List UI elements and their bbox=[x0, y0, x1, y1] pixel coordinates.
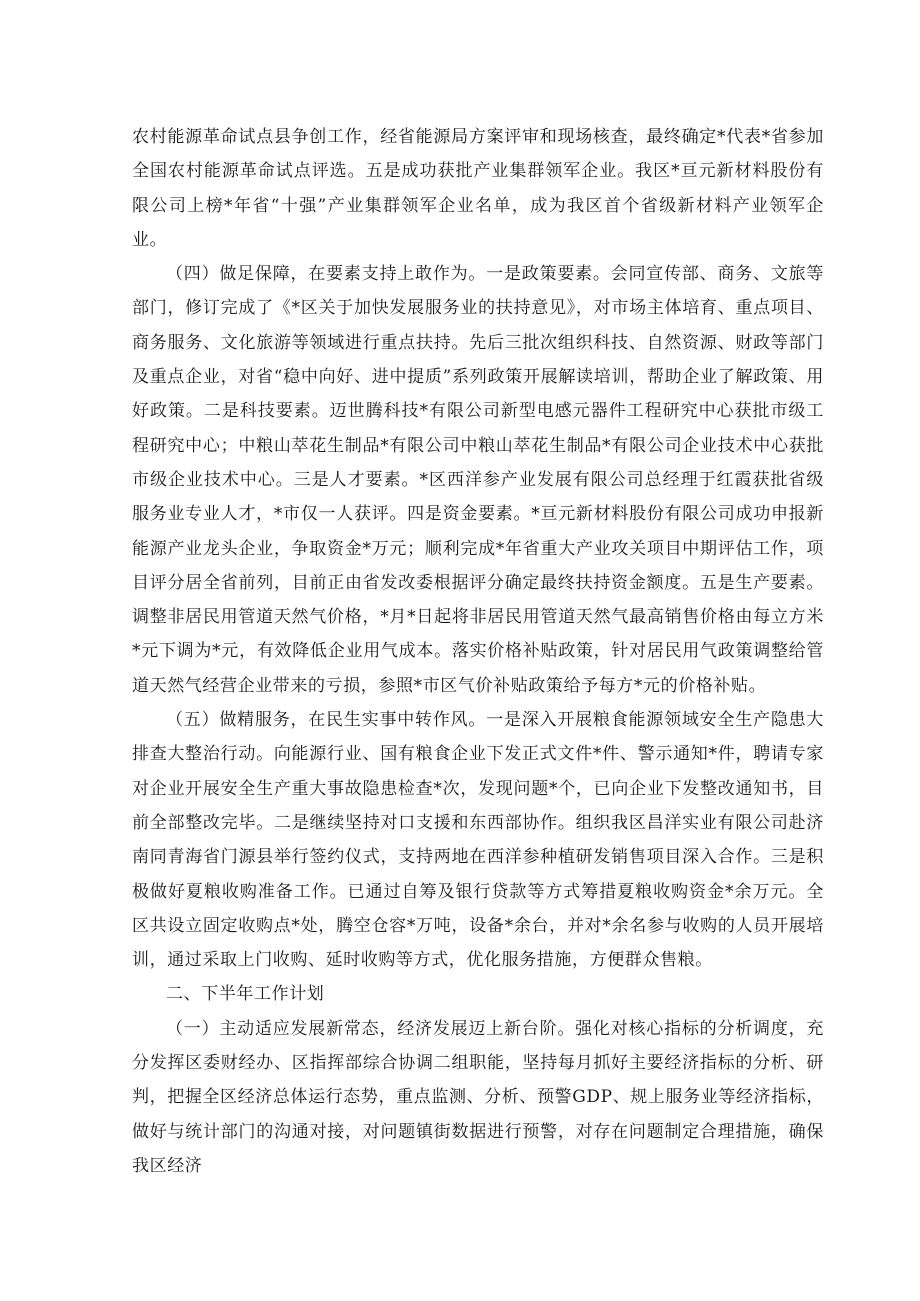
paragraph-plan-item-1: （一）主动适应发展新常态，经济发展迈上新台阶。强化对核心指标的分析调度，充分发挥区委财经办、区指挥部综合协调二组职能，坚持每月抓好主要经济指标的分析、研判，把握全区经济总体运行态势，重点监测、分析、预警GDP、规上服务业等经济指标，做好与统计部门的沟通对接，对问题镇街数据进行预警，对存在问题制定合理措施，确保我区经济 bbox=[132, 1018, 824, 1176]
paragraph-energy-pilot-continuation: 农村能源革命试点县争创工作，经省能源局方案评审和现场核查，最终确定*代表*省参加全国农村能源革命试点评选。五是成功获批产业集群领军企业。我区*亘元新材料股份有限公司上榜*年省“十强”产业集群领军企业名单，成为我区首个省级新材料产业领军企业。 bbox=[132, 127, 824, 250]
paragraph-section-5-services: （五）做精服务，在民生实事中转作风。一是深入开展粮食能源领域安全生产隐患大排查大整治行动。向能源行业、国有粮食企业下发正式文件*件、警示通知*件，聘请专家对企业开展安全生产重大事故隐患检查*次，发现问题*个，已向企业下发整改通知书，目前全部整改完毕。二是继续坚持对口支援和东西部协作。组织我区昌洋实业有限公司赴济南同青海省门源县举行签约仪式，支持两地在西洋参种植研发销售项目深入合作。三是积极做好夏粮收购准备工作。已通过自筹及银行贷款等方式筹措夏粮收购资金*余万元。全区共设立固定收购点*处，腾空仓容*万吨，设备*余台，并对*余名参与收购的人员开展培训，通过采取上门收购、延时收购等方式，优化服务措施，方便群众售粮。 bbox=[132, 710, 824, 971]
document-body bbox=[132, 120, 824, 1183]
heading-second-half-plan: 二、下半年工作计划 bbox=[166, 984, 325, 1005]
paragraph-section-4-guarantees: （四）做足保障，在要素支持上敢作为。一是政策要素。会同宣传部、商务、文旅等部门，修订完成了《*区关于加快发展服务业的扶持意见》，对市场主体培育、重点项目、商务服务、文化旅游等领域进行重点扶持。先后三批次组织科技、自然资源、财政等部门及重点企业，对省“稳中向好、进中提质”系列政策开展解读培训，帮助企业了解政策、用好政策。二是科技要素。迈世腾科技*有限公司新型电感元器件工程研究中心获批市级工程研究中心；中粮山萃花生制品*有限公司中粮山萃花生制品*有限公司企业技术中心获批市级企业技术中心。三是人才要素。*区西洋参产业发展有限公司总经理于红霞获批省级服务业专业人才，*市仅一人获评。四是资金要素。*亘元新材料股份有限公司成功申报新能源产业龙头企业，争取资金*万元；顺利完成*年省重大产业攻关项目中期评估工作，项目评分居全省前列，目前正由省发改委根据评分确定最终扶持资金额度。五是生产要素。调整非居民用管道天然气价格，*月*日起将非居民用管道天然气最高销售价格由每立方米*元下调为*元，有效降低企业用气成本。落实价格补贴政策，针对居民用气政策调整给管道天然气经营企业带来的亏损，参照*市区气价补贴政策给予每方*元的价格补贴。 bbox=[132, 264, 824, 696]
